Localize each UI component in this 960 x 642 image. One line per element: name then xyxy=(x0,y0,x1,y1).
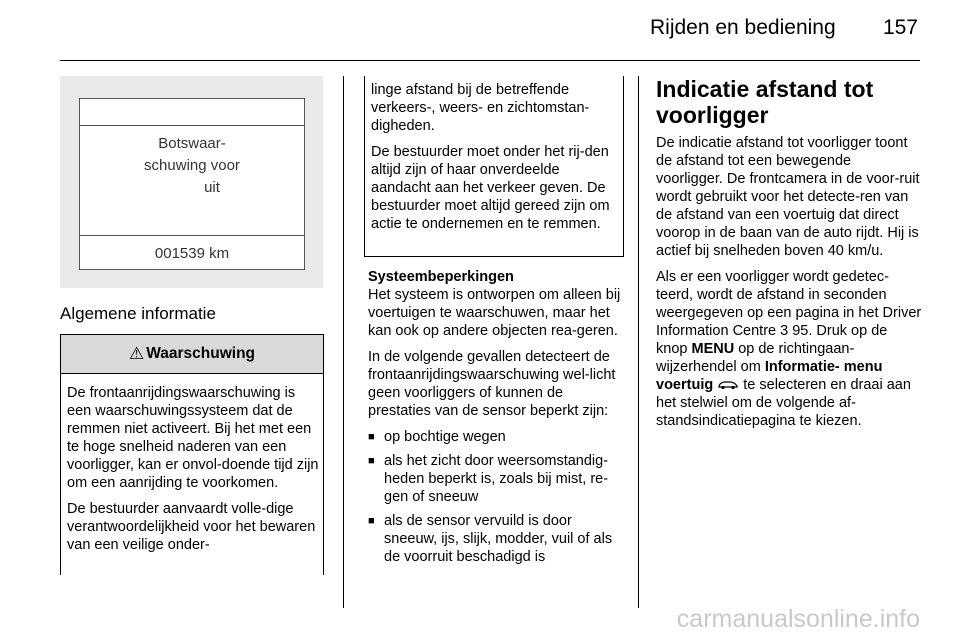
list-item: ■ op bochtige wegen xyxy=(368,428,626,446)
text-run: . Druk op de knop xyxy=(656,323,888,357)
warning-paragraph: linge afstand bij de betreffende verkeers-, weers- en zichtomstan-digheden. xyxy=(371,82,590,134)
warning-continued-body xyxy=(365,76,623,233)
column-divider-1 xyxy=(343,76,344,608)
list-item: ■ als het zicht door weersomstandig-heden beperkt is, zoals bij mist, re-gen of sneeuw xyxy=(368,452,626,506)
limits-paragraph: In de volgende gevallen detecteert de frontaanrijdingswaarschuwing wel-licht geen voorliggers of kunnen de prestaties van de sensor beperkt zijn: xyxy=(368,349,616,419)
limits-heading: Systeembeperkingen xyxy=(368,269,514,285)
warning-box-continued xyxy=(364,76,624,257)
info-menu-label: Informatie- menu voertuig xyxy=(656,359,883,393)
page-reference-link[interactable]: 3 95 xyxy=(780,323,809,339)
vehicle-icon xyxy=(717,378,739,390)
display-top-line xyxy=(80,125,304,126)
warning-paragraph: De frontaanrijdingswaarschuwing is een waarschuwingssysteem dat de remmen niet activeert. Bij het met een te hoge snelheid naderen van een voorligger, kan er onvol-doende tijd zijn om een aanrijding te voorkomen. xyxy=(67,385,319,491)
distance-paragraph xyxy=(656,268,922,430)
header-title: Rijden en bediening xyxy=(650,16,836,39)
column-3-text xyxy=(656,76,922,438)
section-heading: Indicatie afstand tot voorligger xyxy=(656,76,874,128)
warning-body xyxy=(61,374,323,554)
list-item: ■ als de sensor vervuild is door sneeuw, ijs, slijk, modder, vuil of als de voorruit beschadigd is xyxy=(368,512,626,566)
watermark: carmanualsonline.info xyxy=(676,605,920,633)
display-bottom-line xyxy=(80,235,304,236)
column-divider-2 xyxy=(638,76,639,608)
limits-paragraph: Het systeem is ontworpen om alleen bij voertuigen te waarschuwen, maar het kan ook op andere objecten rea-geren. xyxy=(368,287,621,339)
text-run: te selecteren en draai aan het stelwiel om de volgende af-standsindicatiepagina te kiezen. xyxy=(656,377,911,429)
warning-box xyxy=(60,334,324,575)
warning-paragraph: De bestuurder moet onder het rij-den altijd zijn of haar onverdeelde aandacht aan het verkeer geven. De bestuurder moet altijd gereed zijn om actie te ondernemen en te remmen. xyxy=(371,144,610,232)
display-figure xyxy=(60,76,323,288)
odometer-readout: 001539 km xyxy=(154,245,230,262)
display-message-line: uit xyxy=(204,179,220,196)
column-2-text xyxy=(368,268,626,572)
header-rule xyxy=(60,60,920,61)
text-run: Als er een voorligger wordt gedetec-teerd, wordt de afstand in seconden weergegeven op een pagina in het Driver Information Centre xyxy=(656,269,922,339)
distance-paragraph: De indicatie afstand tot voorligger toont de afstand tot een bewegende voorligger. De frontcamera in de voor-ruit wordt gebruikt voor het detecte-ren van de afstand van een voertuig dat direct voorop in de baan van de auto rijdt. Hij is actief bij snelheden boven 40 km/u. xyxy=(656,135,920,259)
warning-title: Waarschuwing xyxy=(146,345,256,362)
display-message-line: Botswaar- xyxy=(158,135,226,152)
warning-header xyxy=(61,335,323,374)
menu-button-label: MENU xyxy=(691,341,735,357)
display-screen xyxy=(79,98,305,270)
page-number: 157 xyxy=(882,16,918,39)
display-message-line: schuwing voor xyxy=(144,157,240,174)
warning-paragraph: De bestuurder aanvaardt volle-dige verantwoordelijkheid voor het bewaren van een veilige onder- xyxy=(67,501,316,553)
display-message xyxy=(80,133,304,199)
limits-bullet-list xyxy=(368,428,626,566)
warning-triangle-icon: ⚠ xyxy=(128,344,145,363)
section-subheading: Algemene informatie xyxy=(60,304,216,323)
text-run: op de richtingaan-wijzerhendel om xyxy=(656,341,855,375)
